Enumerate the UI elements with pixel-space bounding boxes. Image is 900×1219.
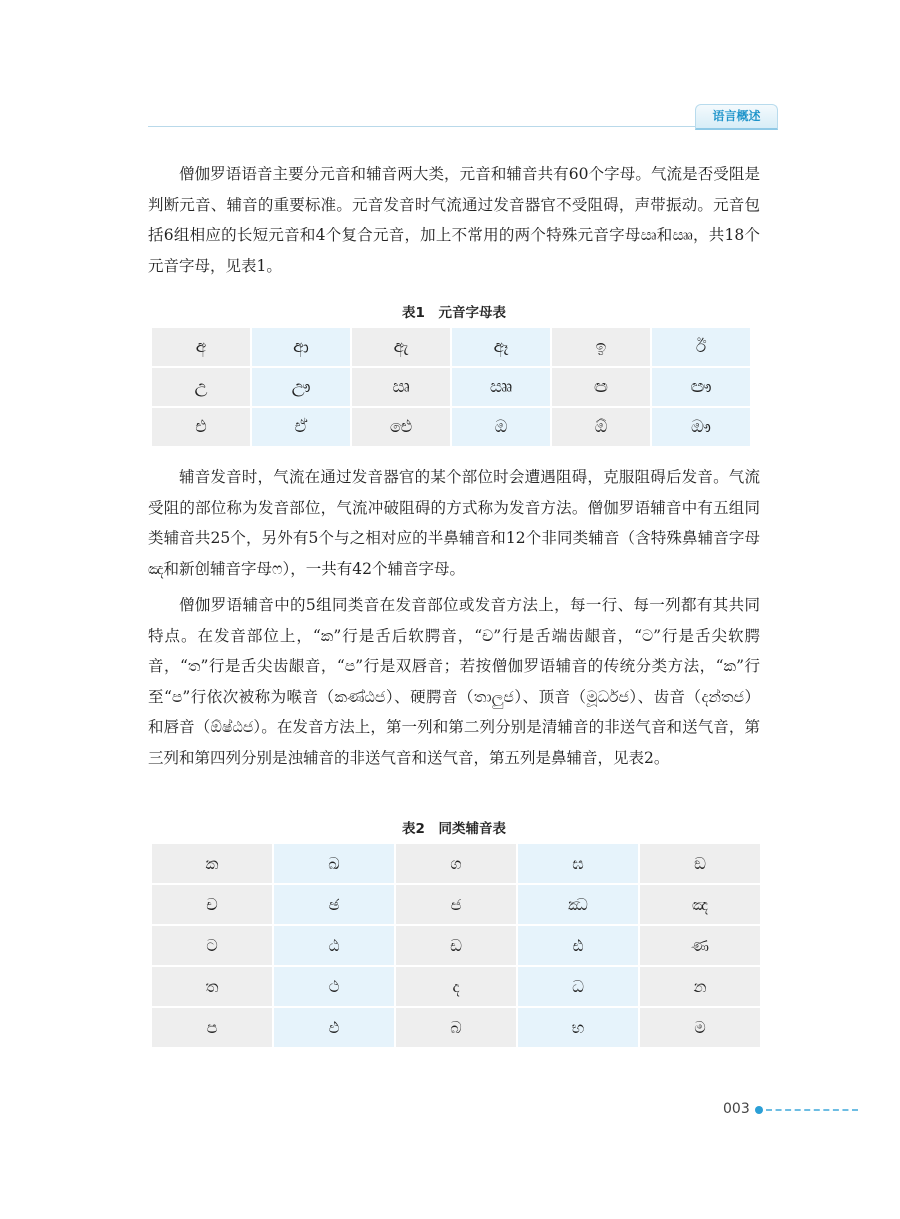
table-row [152,885,760,924]
table-cell: ඉ [552,328,650,366]
table-cell: ට [152,926,272,965]
table-row [152,408,750,446]
table-cell: ඝ [518,844,638,883]
footer-dashed-rule [766,1109,858,1111]
table-cell: ඓ [352,408,450,446]
table-cell: ක [152,844,272,883]
table-cell: ඕ [552,408,650,446]
table1-caption: 表1 元音字母表 [402,305,506,321]
table-cell: ජ [396,885,516,924]
page-number-dot-icon [755,1106,763,1114]
consonant-table [150,842,762,1049]
table-cell: ඐ [652,368,750,406]
table-cell: ඌ [252,368,350,406]
table-cell: න [640,967,760,1006]
table-cell: භ [518,1008,638,1047]
table-cell: ඍ [352,368,450,406]
table-cell: ඖ [652,408,750,446]
table-cell: ඈ [452,328,550,366]
table-cell: ඨ [274,926,394,965]
table-cell: ඔ [452,408,550,446]
table-cell: ණ [640,926,760,965]
table-cell: ඞ [640,844,760,883]
table-cell: ද [396,967,516,1006]
table-cell: ධ [518,967,638,1006]
table-cell: ඊ [652,328,750,366]
consonant-table-body [152,844,760,1047]
table-row [152,967,760,1006]
table-row [152,926,760,965]
table-cell: ප [152,1008,272,1047]
table-cell: ඩ [396,926,516,965]
table-cell: ථ [274,967,394,1006]
table-row [152,368,750,406]
table-cell: බ [396,1008,516,1047]
table2-caption: 表2 同类辅音表 [402,821,506,837]
table-cell: ඒ [252,408,350,446]
table-row [152,844,760,883]
table-cell: ග [396,844,516,883]
vowel-table [150,326,752,448]
table-cell: ඇ [352,328,450,366]
table-cell: අ [152,328,250,366]
table-cell: උ [152,368,250,406]
table-cell: ඎ [452,368,550,406]
table-cell: ඣ [518,885,638,924]
section-title-tab: 语言概述 [695,104,778,130]
table-row [152,1008,760,1047]
header-rule [148,126,698,127]
page-number: 003 [723,1101,750,1117]
table-cell: ඤ [640,885,760,924]
table-cell: එ [152,408,250,446]
paragraph-consonants: 辅音发音时，气流在通过发音器官的某个部位时会遭遇阻碍，克服阻碍后发音。气流受阻的部位称为发音部位，气流冲破阻碍的方式称为发音方法。僧伽罗语辅音中有五组同类辅音共25个，另外有5个与之相对应的半鼻辅音和12个非同类辅音（含特殊鼻辅音字母ඤ和新创辅音字母ෆ），一共有42个辅音字母。 [148,468,760,578]
table-cell: ඪ [518,926,638,965]
table-row [152,328,750,366]
table-cell: ම [640,1008,760,1047]
paragraph-vowels: 僧伽罗语语音主要分元音和辅音两大类，元音和辅音共有60个字母。气流是否受阻是判断元音、辅音的重要标准。元音发音时气流通过发音器官不受阻碍，声带振动。元音包括6组相应的长短元音和4个复合元音，加上不常用的两个特殊元音字母ඍ和ඎ，共18个元音字母，见表1。 [148,165,760,275]
table-cell: ඛ [274,844,394,883]
table-cell: ඵ [274,1008,394,1047]
table-cell: ඡ [274,885,394,924]
table-cell: ත [152,967,272,1006]
table-cell: ච [152,885,272,924]
paragraph-consonant-classes: 僧伽罗语辅音中的5组同类音在发音部位或发音方法上，每一行、每一列都有其共同特点。在发音部位上，“ක”行是舌后软腭音，“ච”行是舌端齿龈音，“ට”行是舌尖软腭音，“ත”行是舌尖齿龈音，“ප”行是双唇音；若按僧伽罗语辅音的传统分类方法，“ක”行至“ප”行依次被称为喉音（කණ්ඨජ）、硬腭音（තාලුජ）、顶音（මූර්ධජ）、齿音（දන්තජ）和唇音（ඕෂ්ඨජ）。在发音方法上，第一列和第二列分别是清辅音的非送气音和送气音，第三列和第四列分别是浊辅音的非送气音和送气音，第五列是鼻辅音，见表2。 [148,596,760,767]
table-cell: ආ [252,328,350,366]
vowel-table-body [152,328,750,446]
table-cell: ඏ [552,368,650,406]
